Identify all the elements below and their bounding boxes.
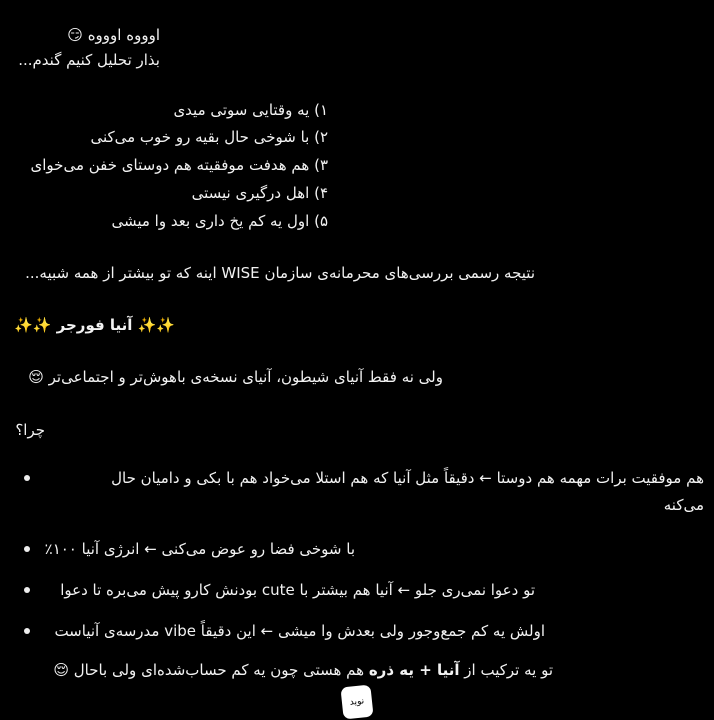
bullet-item: با شوخی فضا رو عوض می‌کنی ← انرژی آنیا ۱۰۰٪ xyxy=(44,540,355,558)
bullet-dot xyxy=(24,628,30,634)
heading: ✨✨ آنیا فورجر ✨✨ xyxy=(14,316,175,334)
bullet-item: تو دعوا نمی‌ری جلو ← آنیا هم بیشتر با cute بودنش کارو پیش می‌بره تا دعوا xyxy=(60,581,535,599)
list-item: ۱) یه وقتایی سوتی میدی xyxy=(173,101,328,119)
result-text: نتیجه رسمی بررسی‌های محرمانه‌ی سازمان WISE اینه که تو بیشتر از همه شبیه... xyxy=(25,264,535,282)
bullet-dot xyxy=(24,475,30,481)
bullet-item: اولش یه کم جمع‌وجور ولی بعدش وا میشی ← این دقیقاً vibe مدرسه‌ی آنیاست xyxy=(54,622,545,640)
bullet-item-wrap: می‌کنه xyxy=(663,496,704,514)
list-item: ۵) اول یه کم یخ داری بعد وا میشی xyxy=(111,212,328,230)
list-item: ۳) هم هدفت موفقیته هم دوستای خفن می‌خوای xyxy=(30,156,328,174)
final-text xyxy=(53,659,553,681)
final-suffix: هم هستی چون یه کم حساب‌شده‌ای ولی باحال 😌 xyxy=(53,661,369,679)
bullet-dot xyxy=(24,546,30,552)
subtitle: ولی نه فقط آنیای شیطون، آنیای نسخه‌ی باهوش‌تر و اجتماعی‌تر 😌 xyxy=(28,368,443,386)
intro-line: اوووه اوووه 😏 xyxy=(67,26,160,44)
bullet-item: هم موفقیت برات مهمه هم دوستا ← دقیقاً مثل آنیا که هم استلا می‌خواد هم با بکی و دامیان حال xyxy=(111,469,704,487)
bullet-dot xyxy=(24,587,30,593)
list-item: ۲) با شوخی حال بقیه رو خوب می‌کنی xyxy=(90,128,328,146)
final-prefix: تو یه ترکیب از xyxy=(459,661,553,679)
name-sticker: نوید xyxy=(340,685,373,720)
intro-line: بذار تحلیل کنیم گندم... xyxy=(18,51,160,69)
why-text: چرا؟ xyxy=(15,421,45,439)
final-bold: آنیا + یه ذره xyxy=(368,661,460,679)
list-item: ۴) اهل درگیری نیستی xyxy=(191,184,328,202)
